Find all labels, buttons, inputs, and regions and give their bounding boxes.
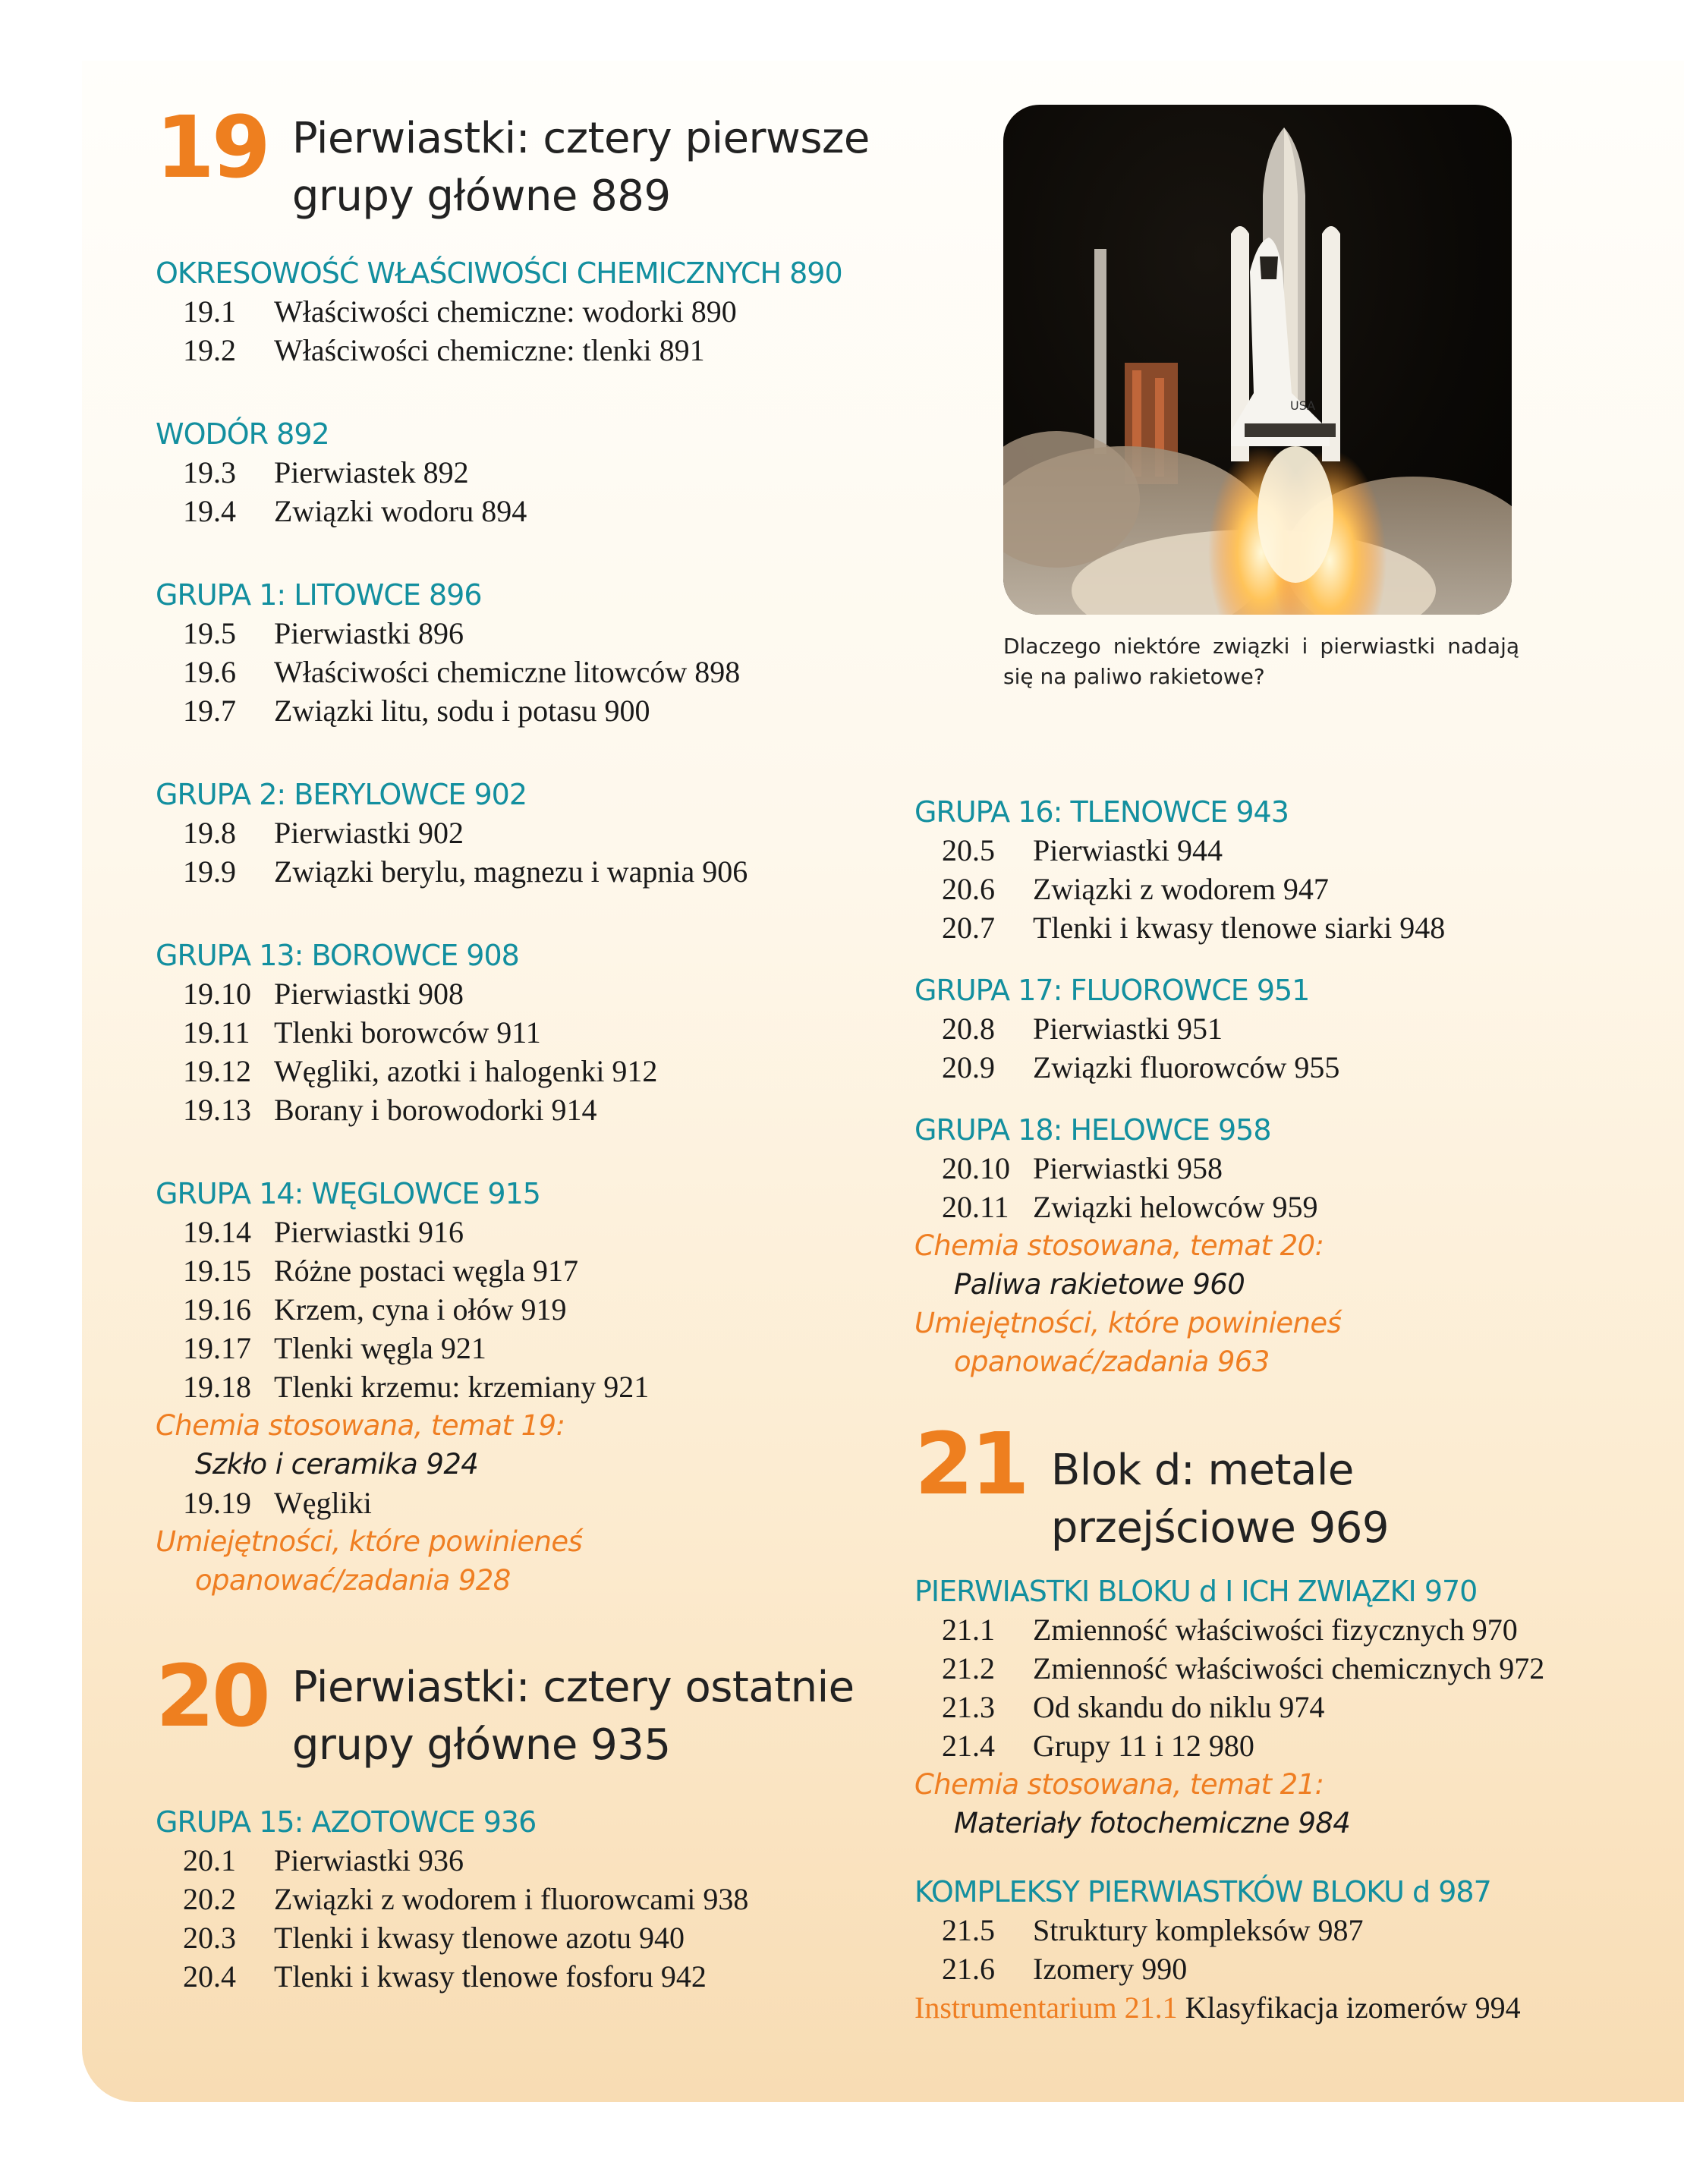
chapter-title-line: Pierwiastki: cztery ostatnie [291, 1663, 855, 1712]
toc-entry [156, 813, 884, 852]
entry-title: Tlenki węgla 921 [274, 1331, 486, 1365]
section-heading: GRUPA 1: LITOWCE 896 [156, 578, 482, 612]
entry-number: 21.5 [942, 1913, 995, 1947]
entry-number: 19.17 [183, 1331, 251, 1365]
entry-title: Pierwiastki 916 [274, 1215, 464, 1249]
section-heading: KOMPLEKSY PIERWIASTKÓW BLOKU d 987 [914, 1875, 1491, 1909]
toc-entry [156, 1013, 884, 1052]
entry-number: 20.9 [942, 1050, 995, 1084]
entry-title: Pierwiastki 951 [1033, 1012, 1223, 1046]
toc-entry [156, 1251, 884, 1290]
chapter-title [292, 1659, 855, 1774]
entry-number: 19.1 [183, 294, 236, 329]
entry-title: Pierwiastki 908 [274, 977, 464, 1011]
entry-number: 21.6 [942, 1952, 995, 1986]
entry-number: 20.4 [183, 1959, 236, 1994]
entry-number: 20.8 [942, 1012, 995, 1046]
entry-number: 21.4 [942, 1729, 995, 1763]
toc-entry [914, 908, 1643, 947]
section-heading: GRUPA 14: WĘGLOWCE 915 [156, 1177, 540, 1210]
entry-number: 19.8 [183, 816, 236, 850]
toc-entry [156, 1841, 884, 1880]
toc-entry [914, 1950, 1643, 1988]
entry-number: 19.10 [183, 977, 251, 1011]
chapter-19-header [156, 99, 884, 225]
toc-entry [914, 1649, 1643, 1688]
entry-title: Związki litu, sodu i potasu 900 [274, 694, 650, 728]
entry-title: Tlenki i kwasy tlenowe azotu 940 [274, 1921, 685, 1955]
entry-title: Struktury kompleksów 987 [1033, 1913, 1364, 1947]
entry-title: Związki fluorowców 955 [1033, 1050, 1340, 1084]
chapter-title-line: grupy główne 889 [291, 172, 671, 221]
section-heading: GRUPA 16: TLENOWCE 943 [914, 795, 1289, 829]
entry-title: Tlenki i kwasy tlenowe fosforu 942 [274, 1959, 707, 1994]
entry-title: Pierwiastki 936 [274, 1843, 464, 1877]
entry-title: Właściwości chemiczne: tlenki 891 [274, 333, 705, 367]
chapter-title-line: Pierwiastki: cztery pierwsze [291, 114, 870, 163]
section-heading: GRUPA 2: BERYLOWCE 902 [156, 778, 527, 811]
entry-title: Pierwiastki 958 [1033, 1151, 1223, 1185]
entry-number: 19.15 [183, 1254, 251, 1288]
instrumentarium-entry [914, 1988, 1643, 2027]
entry-number: 20.5 [942, 833, 995, 867]
skills-label: Umiejętności, które powinieneś [156, 1525, 583, 1558]
entry-title: Zmienność właściwości fizycznych 970 [1033, 1613, 1518, 1647]
entry-number: 19.18 [183, 1370, 251, 1404]
section-heading: WODÓR 892 [156, 417, 329, 451]
entry-number: 19.6 [183, 655, 236, 689]
toc-entry [914, 1688, 1643, 1726]
toc-entry [156, 1918, 884, 1957]
applied-chemistry-label: Chemia stosowana, temat 19: [156, 1409, 565, 1442]
entry-number: 21.1 [942, 1613, 995, 1647]
entry-title: Związki berylu, magnezu i wapnia 906 [274, 854, 748, 889]
section-heading: GRUPA 17: FLUOROWCE 951 [914, 974, 1310, 1007]
skills-exercises: opanować/zadania 928 [195, 1564, 511, 1597]
toc-entry [156, 653, 884, 691]
entry-number: 19.4 [183, 494, 236, 528]
entry-number: 20.3 [183, 1921, 236, 1955]
entry-number: 19.2 [183, 333, 236, 367]
entry-title: Tlenki i kwasy tlenowe siarki 948 [1033, 911, 1446, 945]
applied-chemistry-topic: Szkło i ceramika 924 [195, 1448, 479, 1481]
toc-entry [156, 1052, 884, 1090]
entry-title: Grupy 11 i 12 980 [1033, 1729, 1254, 1763]
entry-title: Pierwiastki 902 [274, 816, 464, 850]
entry-number: 20.1 [183, 1843, 236, 1877]
chapter-21-header [914, 1415, 1643, 1557]
section-heading: PIERWIASTKI BLOKU d I ICH ZWIĄZKI 970 [914, 1575, 1478, 1608]
toc-entry [156, 492, 884, 530]
entry-title: Właściwości chemiczne: wodorki 890 [274, 294, 737, 329]
entry-number: 21.2 [942, 1651, 995, 1685]
toc-entry [914, 1610, 1643, 1649]
entry-title: Węgliki [274, 1486, 372, 1520]
entry-number: 19.9 [183, 854, 236, 889]
entry-title: Izomery 990 [1033, 1952, 1188, 1986]
entry-title: Właściwości chemiczne litowców 898 [274, 655, 741, 689]
toc-entry [156, 852, 884, 891]
toc-entry [156, 453, 884, 492]
toc-entry [914, 870, 1643, 908]
right-column [914, 793, 1643, 2027]
entry-title: Tlenki borowców 911 [274, 1015, 541, 1050]
entry-title: Różne postaci węgla 917 [274, 1254, 578, 1288]
toc-entry [914, 831, 1643, 870]
chapter-20-header [156, 1647, 884, 1774]
chapter-number: 20 [156, 1647, 268, 1746]
toc-entry [914, 1048, 1643, 1087]
chapter-title-line: grupy główne 935 [291, 1720, 671, 1770]
toc-entry [156, 691, 884, 730]
entry-title: Pierwiastki 944 [1033, 833, 1223, 867]
entry-number: 19.7 [183, 694, 236, 728]
entry-title: Związki helowców 959 [1033, 1190, 1318, 1224]
entry-title: Węgliki, azotki i halogenki 912 [274, 1054, 658, 1088]
toc-entry [156, 1290, 884, 1329]
toc-entry [156, 1367, 884, 1406]
entry-title: Związki z wodorem 947 [1033, 872, 1329, 906]
chapter-title-line: Blok d: metale [1050, 1446, 1354, 1495]
toc-entry [914, 1149, 1643, 1188]
toc-entry [156, 292, 884, 331]
toc-entry [156, 331, 884, 370]
toc-entry [914, 1009, 1643, 1048]
chapter-number: 19 [156, 99, 268, 197]
space-shuttle-photo [1003, 105, 1512, 615]
entry-number: 19.11 [183, 1015, 250, 1050]
entry-number: 19.16 [183, 1292, 251, 1326]
skills-exercises: opanować/zadania 963 [954, 1345, 1270, 1378]
entry-number: 19.5 [183, 616, 236, 650]
entry-number: 20.11 [942, 1190, 1009, 1224]
applied-chemistry-topic: Materiały fotochemiczne 984 [954, 1807, 1351, 1839]
instrumentarium-label: Instrumentarium 21.1 [914, 1990, 1178, 2025]
entry-title: Pierwiastek 892 [274, 455, 469, 489]
toc-entry [156, 614, 884, 653]
skills-label: Umiejętności, które powinieneś [914, 1307, 1342, 1339]
applied-chemistry-label: Chemia stosowana, temat 21: [914, 1768, 1324, 1801]
space-shuttle-illustration [1003, 105, 1512, 615]
entry-number: 20.10 [942, 1151, 1010, 1185]
chapter-title [1051, 1442, 1389, 1557]
section-heading: GRUPA 15: AZOTOWCE 936 [156, 1805, 537, 1839]
applied-chemistry-label: Chemia stosowana, temat 20: [914, 1229, 1324, 1262]
entry-title: Związki wodoru 894 [274, 494, 527, 528]
entry-title: Krzem, cyna i ołów 919 [274, 1292, 567, 1326]
toc-entry [156, 974, 884, 1013]
section-heading: GRUPA 18: HELOWCE 958 [914, 1113, 1271, 1147]
entry-number: 21.3 [942, 1690, 995, 1724]
applied-chemistry-topic: Paliwa rakietowe 960 [954, 1268, 1245, 1301]
section-heading: GRUPA 13: BOROWCE 908 [156, 939, 519, 972]
entry-number: 19.14 [183, 1215, 251, 1249]
chapter-number: 21 [914, 1415, 1027, 1514]
entry-title: Zmienność właściwości chemicznych 972 [1033, 1651, 1545, 1685]
entry-number: 20.6 [942, 872, 995, 906]
photo-caption: Dlaczego niektóre związki i pierwiastki nadają się na paliwo rakietowe? [1003, 634, 1519, 689]
toc-entry [156, 1090, 884, 1129]
toc-entry [156, 1880, 884, 1918]
entry-number: 19.19 [183, 1486, 251, 1520]
toc-entry [914, 1188, 1643, 1226]
entry-title: Tlenki krzemu: krzemiany 921 [274, 1370, 650, 1404]
chapter-title-line: przejściowe 969 [1050, 1503, 1390, 1553]
entry-number: 19.3 [183, 455, 236, 489]
entry-title: Od skandu do niklu 974 [1033, 1690, 1325, 1724]
toc-entry [914, 1911, 1643, 1950]
entry-title: Związki z wodorem i fluorowcami 938 [274, 1882, 749, 1916]
orbiter-label: USA [1290, 398, 1316, 413]
left-column [156, 99, 884, 1996]
entry-number: 20.2 [183, 1882, 236, 1916]
entry-number: 20.7 [942, 911, 995, 945]
instrumentarium-title: Klasyfikacja izomerów 994 [1185, 1990, 1521, 2025]
entry-number: 19.13 [183, 1093, 251, 1127]
toc-entry [156, 1484, 884, 1522]
chapter-title [292, 110, 870, 225]
section-heading: OKRESOWOŚĆ WŁAŚCIWOŚCI CHEMICZNYCH 890 [156, 256, 842, 290]
entry-title: Pierwiastki 896 [274, 616, 464, 650]
entry-number: 19.12 [183, 1054, 251, 1088]
entry-title: Borany i borowodorki 914 [274, 1093, 597, 1127]
toc-entry [156, 1329, 884, 1367]
toc-entry [156, 1213, 884, 1251]
toc-entry [156, 1957, 884, 1996]
toc-entry [914, 1726, 1643, 1765]
